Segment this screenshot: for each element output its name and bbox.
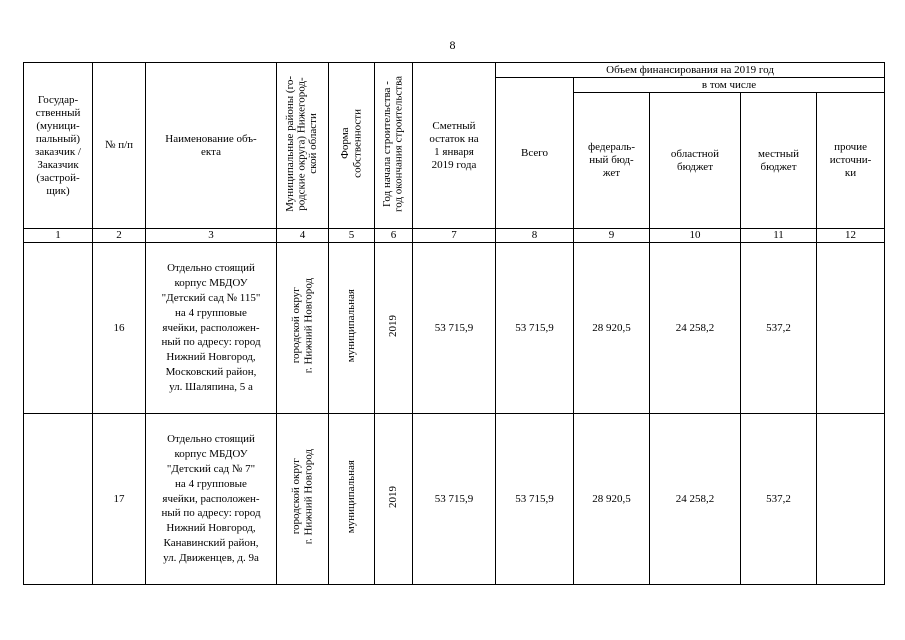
header-regional: областной бюджет xyxy=(650,93,741,229)
cell-local: 537,2 xyxy=(741,414,817,585)
table-row xyxy=(24,243,885,414)
header-ownership: Форма собственности xyxy=(329,63,375,229)
cell-local: 537,2 xyxy=(741,243,817,414)
cell-federal: 28 920,5 xyxy=(574,414,650,585)
header-total: Всего xyxy=(496,78,574,229)
header-federal: федераль- ный бюд- жет xyxy=(574,93,650,229)
header-local: местный бюджет xyxy=(741,93,817,229)
header-estimate: Сметный остаток на 1 января 2019 года xyxy=(413,63,496,229)
column-number: 11 xyxy=(741,229,817,243)
column-number: 3 xyxy=(146,229,277,243)
table-row xyxy=(24,414,885,585)
cell-customer xyxy=(24,243,93,414)
header-districts: Муниципальные районы (го- родские округа) Нижегород- ской области xyxy=(277,63,329,229)
column-number: 10 xyxy=(650,229,741,243)
cell-years: 2019 xyxy=(375,414,413,585)
cell-total: 53 715,9 xyxy=(496,414,574,585)
cell-regional: 24 258,2 xyxy=(650,243,741,414)
cell-other xyxy=(817,414,885,585)
cell-object-name: Отдельно стоящий корпус МБДОУ "Детский сад № 115" на 4 групповые ячейки, расположен- ный по адресу: город Нижний Новгород, Московский район, ул. Шаляпина, 5 а xyxy=(146,243,277,414)
column-number: 4 xyxy=(277,229,329,243)
cell-estimate: 53 715,9 xyxy=(413,414,496,585)
cell-total: 53 715,9 xyxy=(496,243,574,414)
cell-years: 2019 xyxy=(375,243,413,414)
cell-num: 16 xyxy=(93,243,146,414)
header-row-1 xyxy=(24,63,885,78)
cell-district: городской округ г. Нижний Новгород xyxy=(277,243,329,414)
cell-ownership: муниципальная xyxy=(329,243,375,414)
cell-regional: 24 258,2 xyxy=(650,414,741,585)
column-number: 7 xyxy=(413,229,496,243)
column-number: 9 xyxy=(574,229,650,243)
header-other: прочие источни- ки xyxy=(817,93,885,229)
header-object-name: Наименование объ- екта xyxy=(146,63,277,229)
cell-ownership: муниципальная xyxy=(329,414,375,585)
column-number: 2 xyxy=(93,229,146,243)
column-number: 12 xyxy=(817,229,885,243)
column-number: 6 xyxy=(375,229,413,243)
header-funding-2019: Объем финансирования на 2019 год xyxy=(496,63,885,78)
column-number-row xyxy=(24,229,885,243)
cell-district: городской округ г. Нижний Новгород xyxy=(277,414,329,585)
page-number: 8 xyxy=(449,38,456,52)
cell-customer xyxy=(24,414,93,585)
cell-other xyxy=(817,243,885,414)
column-number: 5 xyxy=(329,229,375,243)
header-num: № п/п xyxy=(93,63,146,229)
funding-table xyxy=(23,62,885,585)
cell-num: 17 xyxy=(93,414,146,585)
column-number: 8 xyxy=(496,229,574,243)
cell-federal: 28 920,5 xyxy=(574,243,650,414)
column-number: 1 xyxy=(24,229,93,243)
cell-object-name: Отдельно стоящий корпус МБДОУ "Детский сад № 7" на 4 групповые ячейки, расположен- ный по адресу: город Нижний Новгород, Канавинский район, ул. Движенцев, д. 9а xyxy=(146,414,277,585)
header-including: в том числе xyxy=(574,78,885,93)
header-customer: Государ- ственный (муници- пальный) заказчик / Заказчик (застрой- щик) xyxy=(24,63,93,229)
cell-estimate: 53 715,9 xyxy=(413,243,496,414)
header-years: Год начала строительства - год окончания строительства xyxy=(375,63,413,229)
